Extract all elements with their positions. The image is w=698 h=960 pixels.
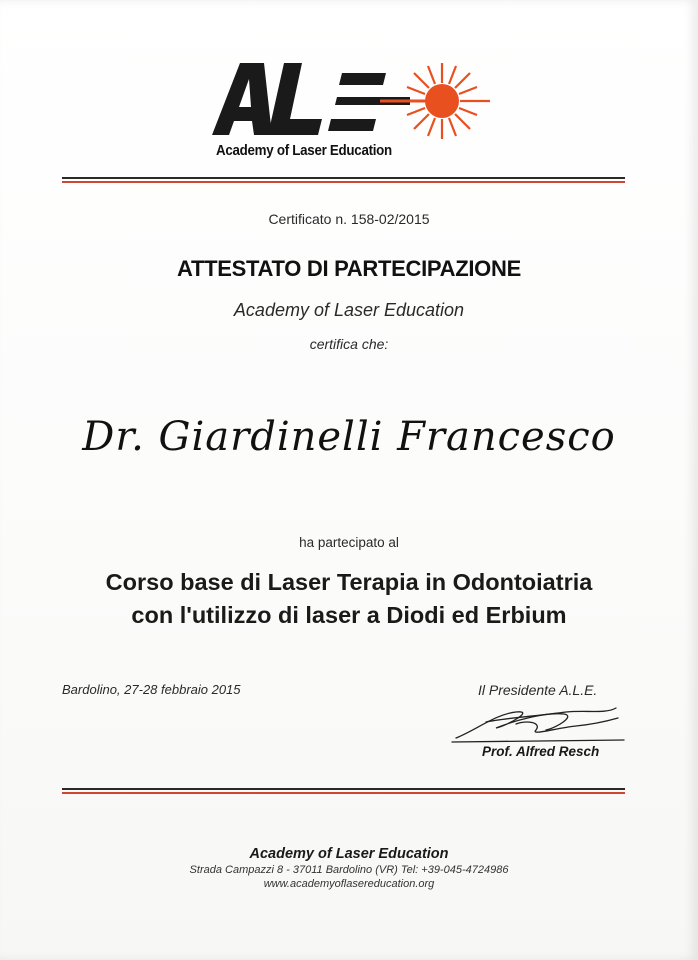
recipient-name: Dr. Giardinelli Francesco xyxy=(82,414,616,460)
place-date: Bardolino, 27-28 febbraio 2015 xyxy=(62,682,241,697)
ale-logo-mark xyxy=(210,55,500,145)
course-title-line-1: Corso base di Laser Terapia in Odontoiatria xyxy=(105,569,593,595)
certificate-number: Certificato n. 158-02/2015 xyxy=(268,211,430,227)
footer-website: www.academyoflasereducation.org xyxy=(263,878,435,890)
certifies-text: certifica che: xyxy=(309,336,389,352)
header-divider xyxy=(62,177,625,183)
handwritten-signature xyxy=(446,700,626,746)
president-role: Il Presidente A.L.E. xyxy=(478,682,598,698)
footer-address: Strada Campazzi 8 - 37011 Bardolino (VR) Tel: +39-045-4724986 xyxy=(189,864,509,876)
participated-text: ha partecipato al xyxy=(299,535,399,550)
issuer-name: Academy of Laser Education xyxy=(233,300,465,320)
course-title xyxy=(0,566,698,632)
footer-org-name: Academy of Laser Education xyxy=(249,846,449,862)
ale-logo xyxy=(210,55,500,165)
course-title-line-2: con l'utilizzo di laser a Diodi ed Erbium xyxy=(131,602,567,628)
signer-name: Prof. Alfred Resch xyxy=(482,744,600,759)
footer-divider xyxy=(62,788,625,794)
certificate-title: ATTESTATO DI PARTECIPAZIONE xyxy=(177,256,521,281)
logo-subtitle: Academy of Laser Education xyxy=(216,143,392,159)
